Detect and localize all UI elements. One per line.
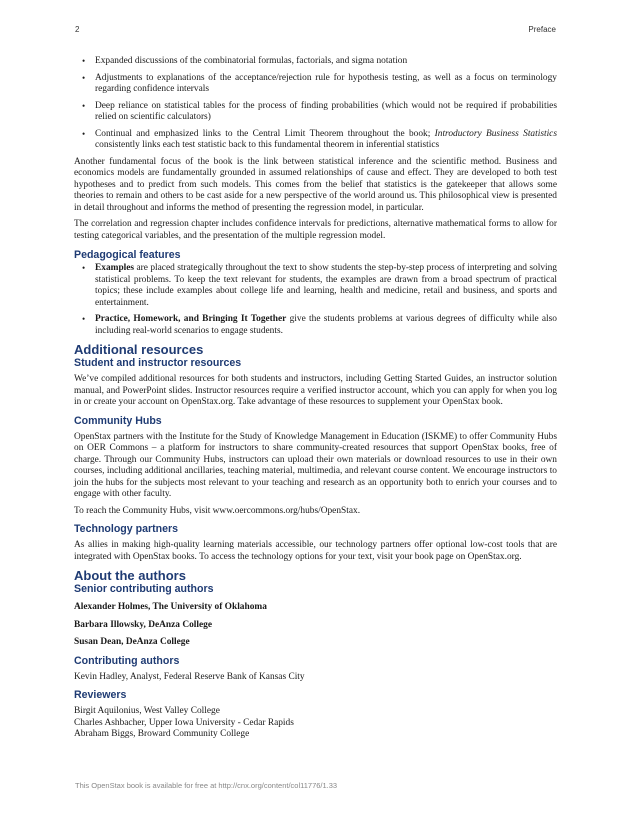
section-heading: Contributing authors bbox=[74, 654, 180, 667]
list-item-text: consistently links each test statistic back to this fundamental theorem in inferential statistics bbox=[95, 140, 440, 150]
body-paragraph: OpenStax partners with the Institute for the Study of Knowledge Management in Education (ISKME) to offer Community Hubs on OER Commons – a platform for instructors to share community-created resources that support OpenStax books, free of charge. Through our Community Hubs, instructors can upload their own materials or download resources to use in their own courses, including additional ancillaries, teaching material, multimedia, and relevant course content. We encourage instructors to join the hubs for the subjects most relevant to your teaching and research as an opportunity both to enrich your courses and to engage with other faculty. bbox=[74, 431, 557, 499]
page-content bbox=[74, 56, 557, 741]
body-paragraph: We’ve compiled additional resources for both students and instructors, including Getting Started Guides, an instructor solution manual, and PowerPoint slides. Instructor resources require a verified instructor account, which you can apply for when you log in or create your account on OpenStax.org. Take advantage of these resources to supplement your OpenStax book. bbox=[74, 374, 557, 407]
page-number: 2 bbox=[75, 25, 80, 34]
list-item bbox=[74, 314, 557, 337]
list-item-text: give the students problems at various degrees of difficulty while also including real-world scenarios to engage students. bbox=[95, 314, 557, 336]
list-item bbox=[74, 73, 557, 96]
list-item-text: Deep reliance on statistical tables for the process of finding probabilities (which would not be required if probabilities relied on scientific calculators) bbox=[95, 100, 557, 122]
body-paragraph: The correlation and regression chapter includes confidence intervals for predictions, alternative mathematical forms to allow for testing categorical variables, and the presentation of the multiple regression model. bbox=[74, 219, 557, 241]
page-footer: This OpenStax book is available for free at http://cnx.org/content/col11776/1.33 bbox=[75, 781, 338, 790]
section-heading: Technology partners bbox=[74, 523, 178, 535]
body-paragraph: Another fundamental focus of the book is the link between statistical inference and the scientific method. Business and economics models are fundamentally grounded in assumed relationships of cause and effect. They are developed to both test hypotheses and to predict from such models. This comes from the belief that statistics is the gatekeeper that allows some theories to remain and others to be cast aside for a new perspective of the world around us. This philosophical view is presented in detail throughout and informs the method of presenting the regression model, in particular. bbox=[74, 156, 557, 213]
section-heading: Community Hubs bbox=[74, 414, 162, 427]
list-item bbox=[74, 56, 557, 68]
section-heading: Student and instructor resources bbox=[74, 357, 242, 369]
reviewer-name: Abraham Biggs, Broward Community College bbox=[74, 729, 250, 739]
author-name: Alexander Holmes, The University of Oklahoma bbox=[74, 602, 267, 612]
list-item-term: Practice, Homework, and Bringing It Together bbox=[95, 314, 287, 324]
author-name: Barbara Illowsky, DeAnza College bbox=[74, 619, 213, 630]
reviewer-name: Charles Ashbacher, Upper Iowa University - Cedar Rapids bbox=[74, 717, 294, 728]
book-title: Introductory Business Statistics bbox=[434, 128, 557, 139]
list-item-text: Adjustments to explanations of the acceptance/rejection rule for hypothesis testing, as well as a focus on terminology regarding confidence intervals bbox=[95, 72, 557, 94]
list-item-text: Expanded discussions of the combinatorial formulas, factorials, and sigma notation bbox=[95, 56, 408, 66]
list-item bbox=[74, 101, 557, 124]
list-item bbox=[74, 263, 557, 309]
reviewer-name: Birgit Aquilonius, West Valley College bbox=[74, 706, 220, 716]
pedagogical-list bbox=[74, 263, 557, 337]
section-heading: Senior contributing authors bbox=[74, 583, 214, 595]
contributor-name: Kevin Hadley, Analyst, Federal Reserve Bank of Kansas City bbox=[74, 671, 305, 682]
body-paragraph: As allies in making high-quality learning materials accessible, our technology partners offer optional low-cost tools that are integrated with OpenStax books. To access the technology options for your text, visit your book page on OpenStax.org. bbox=[74, 540, 557, 562]
list-item-text: Continual and emphasized links to the Central Limit Theorem throughout the book; bbox=[95, 128, 435, 139]
body-paragraph: To reach the Community Hubs, visit www.oercommons.org/hubs/OpenStax. bbox=[74, 505, 361, 516]
author-name: Susan Dean, DeAnza College bbox=[74, 637, 190, 647]
section-title: About the authors bbox=[74, 568, 186, 583]
list-item-text: are placed strategically throughout the text to show students the step-by-step process of interpreting and solving statistical problems. To keep the text relevant for students, the examples are drawn from a broad spectrum of practical topics; these include examples about college life and learning, health and medicine, retail and business, and sports and entertainment. bbox=[95, 263, 557, 308]
section-heading: Reviewers bbox=[74, 689, 127, 701]
section-heading: Pedagogical features bbox=[74, 249, 181, 261]
section-title: Additional resources bbox=[74, 342, 204, 357]
intro-bullet-list bbox=[74, 56, 557, 152]
list-item bbox=[74, 129, 557, 152]
running-header: Preface bbox=[528, 25, 556, 34]
list-item-term: Examples bbox=[95, 263, 135, 273]
